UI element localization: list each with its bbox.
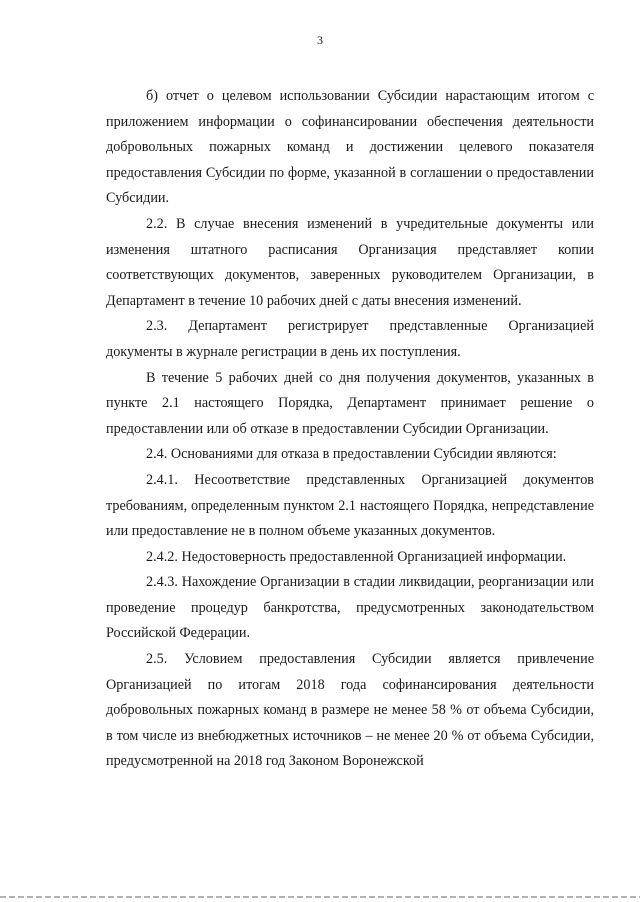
- paragraph-2-3: 2.3. Департамент регистрирует представленные Организацией документы в журнале регистрации в день их поступления.: [106, 318, 594, 360]
- paragraph-report-b: б) отчет о целевом использовании Субсидии нарастающим итогом с приложением информации о софинансировании обеспечения деятельности добровольных пожарных команд и достижении целевого показателя предоставления Субсидии по форме, указанной в соглашении о предоставлении Субсидии.: [106, 88, 594, 207]
- paragraph-2-4: 2.4. Основаниями для отказа в предоставлении Субсидии являются:: [146, 446, 557, 463]
- paragraph-2-4-3: 2.4.3. Нахождение Организации в стадии ликвидации, реорганизации или проведение процедур банкротства, предусмотренных законодательством Российской Федерации.: [106, 574, 594, 642]
- paragraph-2-2: 2.2. В случае внесения изменений в учредительные документы или изменения штатного расписания Организация представляет копии соответствующих документов, заверенных руководителем Организации, в Департамент в течение 10 рабочих дней с даты внесения изменений.: [106, 215, 594, 309]
- paragraph-2-4-1: 2.4.1. Несоответствие представленных Организацией документов требованиям, определенным пунктом 2.1 настоящего Порядка, непредставление или предоставление не в полном объеме указанных документов.: [106, 471, 594, 540]
- page-number: 3: [317, 33, 323, 47]
- paragraph-decision-term: В течение 5 рабочих дней со дня получения документов, указанных в пункте 2.1 настоящего Порядка, Департамент принимает решение о предоставлении или об отказе в предоставлении Субсидии Организации.: [106, 369, 594, 437]
- paragraph-2-5: 2.5. Условием предоставления Субсидии является привлечение Организацией по итогам 2018 года софинансирования деятельности добровольных пожарных команд в размере не менее 58 % от объема Субсидии, в том числе из внебюджетных источников – не менее 20 % от объема Субсидии, предусмотренной на 2018 год Законом Воронежской: [106, 651, 594, 770]
- scan-bottom-edge: [0, 896, 640, 898]
- paragraph-2-4-2: 2.4.2. Недостоверность предоставленной Организацией информации.: [146, 548, 567, 565]
- document-body: [106, 84, 594, 775]
